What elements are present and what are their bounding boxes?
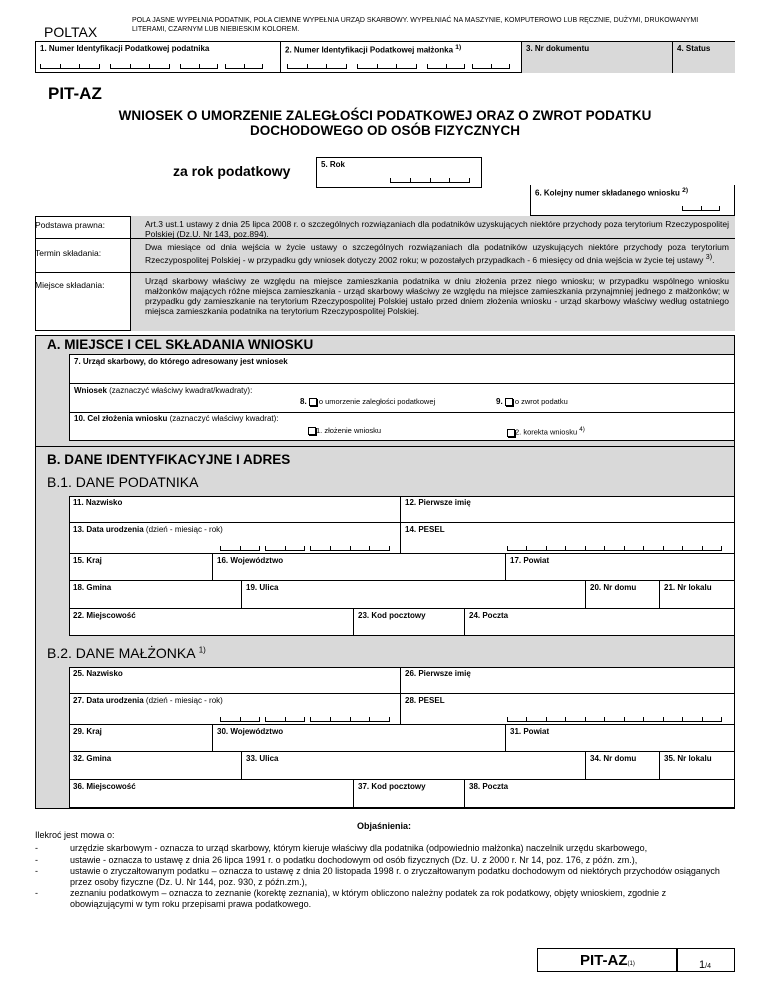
section-b-title: B. DANE IDENTYFIKACYJNE I ADRES <box>47 452 291 467</box>
note-item: - ustawie - oznacza to ustawę z dnia 26 lipca 1991 r. o podatku dochodowym od osób fizycznych (Dz. U. z 2000 r. Nr 14, poz. 176, z późn. zm.), <box>35 854 638 865</box>
spouse-post-office-field[interactable]: 38. Poczta <box>469 782 509 791</box>
document-number-field: 3. Nr dokumentu <box>522 42 673 73</box>
voivodeship-field[interactable]: 16. Województwo <box>213 554 506 581</box>
form-code: PIT-AZ <box>48 84 102 103</box>
page-total: /4 <box>705 963 711 970</box>
nip-spouse-ticks <box>472 64 510 69</box>
section-b2-title: B.2. DANE MAŁŻONKA $^{1)}$ <box>47 645 206 661</box>
spouse-commune-field[interactable]: 32. Gmina <box>69 752 242 780</box>
country-field[interactable]: 15. Kraj <box>69 554 213 581</box>
tax-office-field[interactable]: 7. Urząd skarbowy, do którego adresowany jest wniosek <box>69 354 735 384</box>
application-number-ticks <box>682 206 720 211</box>
place-label: Miejsce składania: <box>35 280 105 290</box>
legal-basis-row <box>35 218 735 238</box>
nip-spouse-ticks <box>287 64 347 69</box>
fill-instructions: POLA JASNE WYPEŁNIA PODATNIK, POLA CIEMNE WYPEŁNIA URZĄD SKARBOWY. WYPEŁNIAĆ NA MASZYNIE, KOMPUTEROWO LUB RĘCZNIE, DUŻYMI, DRUKOWANYMI LITERAMI, CZARNYM LUB NIEBIESKIM KOLOREM. <box>132 17 699 33</box>
notes-intro: Ilekroć jest mowa o: <box>35 830 115 840</box>
nip-taxpayer-ticks <box>110 64 170 69</box>
deadline-row <box>35 241 735 271</box>
note-item: - zeznaniu podatkowym – oznacza to zeznanie (korektę zeznania), w którym obliczono należny podatek za rok podatkowy, objęty wnioskiem, zgodnie z obowiązującymi w tym roku przepisami prawa podatkowego. <box>35 888 667 909</box>
brand: POLTAX <box>44 24 98 40</box>
spouse-pesel-field[interactable]: 28. PESEL <box>401 694 735 725</box>
section-a-title: A. MIEJSCE I CEL SKŁADANIA WNIOSKU <box>47 337 314 352</box>
legal-basis-label: Podstawa prawna: <box>35 220 105 230</box>
tax-year-label: za rok podatkowy <box>173 163 291 179</box>
note-item: - urzędzie skarbowym - oznacza to urząd skarbowy, którym kieruje właściwy dla podatnika (odpowiednio małżonka) naczelnik urzędu skarbowego, <box>35 843 648 853</box>
refund-checkbox[interactable] <box>505 398 513 406</box>
spouse-county-field[interactable]: 31. Powiat <box>506 725 735 752</box>
nip-taxpayer-ticks <box>180 64 218 69</box>
birth-date-ticks <box>310 546 390 551</box>
application-number-field[interactable]: 6. Kolejny numer składanego wniosku $^{2)}$ <box>530 185 735 216</box>
city-field[interactable]: 22. Miejscowość <box>69 609 354 636</box>
surname-field[interactable]: 11. Nazwisko <box>69 496 401 523</box>
pesel-field[interactable]: 14. PESEL <box>401 523 735 554</box>
option-9: 9. o zwrot podatku <box>496 397 568 406</box>
nip-spouse-ticks <box>427 64 465 69</box>
place-row <box>35 275 735 331</box>
footer-form-version: (1) <box>627 961 635 967</box>
spouse-house-number-field[interactable]: 34. Nr domu <box>586 752 660 780</box>
option-8: 8. o umorzenie zaległości podatkowej <box>300 397 436 406</box>
note-item: - ustawie o zryczałtowanym podatku – oznacza to ustawę z dnia 20 listopada 1998 r. o zryczałtowanym podatku dochodowym od niektórych przychodów osiąganych przez osoby fizyczne (Dz. U. Nr 144, poz. 930, z późn.zm.), <box>35 866 720 887</box>
spouse-first-name-field[interactable]: 26. Pierwsze imię <box>401 667 735 694</box>
tax-year-ticks <box>390 178 470 183</box>
street-field[interactable]: 19. Ulica <box>242 581 586 609</box>
form-title: WNIOSEK O UMORZENIE ZALEGŁOŚCI PODATKOWEJ ORAZ O ZWROT PODATKU DOCHODOWEGO OD OSÓB FIZYCZNYCH <box>118 108 652 138</box>
notes-list <box>35 843 725 909</box>
page-number-box <box>677 948 735 972</box>
commune-field[interactable]: 18. Gmina <box>69 581 242 609</box>
house-number-field[interactable]: 20. Nr domu <box>586 581 660 609</box>
spouse-country-field[interactable]: 29. Kraj <box>69 725 213 752</box>
post-office-field[interactable]: 24. Poczta <box>469 611 509 620</box>
nip-spouse-ticks <box>357 64 417 69</box>
postal-code-field[interactable]: 23. Kod pocztowy <box>354 609 465 636</box>
spouse-street-field[interactable]: 33. Ulica <box>242 752 586 780</box>
spouse-pesel-ticks <box>507 717 722 722</box>
deadline-label: Termin składania: <box>35 248 102 258</box>
footer-form-code: PIT-AZ <box>580 952 628 969</box>
deadline-text: Dwa miesiące od dnia wejścia w życie ustawy o szczególnych rozwiązaniach dla podatników uzyskujących niektóre przychody poza terytorium Rzeczypospolitej Polskiej - w przypadku gdy wniosek dotyczy 2002 roku; w pozostałych przypadkach - 6 miesięcy od dnia wejścia w życie tej ustawy $^{3)}$. <box>145 242 729 265</box>
notes-title: Objaśnienia: <box>356 821 411 831</box>
birth-date-ticks <box>265 546 305 551</box>
tax-year-field[interactable]: 5. Rok <box>316 157 482 188</box>
legal-basis-text: Art.3 ust.1 ustawy z dnia 25 lipca 2008 r. o szczególnych rozwiązaniach dla podatników uzyskujących niektóre przychody poza terytorium Rzeczypospolitej Polskiej (Dz.U. Nr 143, poz.894). <box>145 219 729 239</box>
section-b1-title: B.1. DANE PODATNIKA <box>47 474 199 490</box>
birth-date-ticks <box>220 546 260 551</box>
correction-checkbox[interactable] <box>507 429 515 437</box>
footer-code-box <box>537 948 677 972</box>
spouse-city-field[interactable]: 36. Miejscowość <box>69 780 354 808</box>
purpose-field: 10. Cel złożenia wniosku (zaznaczyć właściwy kwadrat): 1. złożenie wniosku 2. korekta wniosku $^{4)}$ <box>69 413 735 441</box>
pesel-ticks <box>507 546 722 551</box>
county-field[interactable]: 17. Powiat <box>506 554 735 581</box>
nip-spouse-field[interactable]: 2. Numer Identyfikacji Podatkowej małżonka $^{1)}$ <box>281 42 522 73</box>
option-10-1: 1. złożenie wniosku <box>308 426 381 435</box>
spouse-birth-date-ticks <box>220 717 260 722</box>
spouse-postal-code-field[interactable]: 37. Kod pocztowy <box>354 780 465 808</box>
submission-checkbox[interactable] <box>308 427 316 435</box>
nip-taxpayer-ticks <box>40 64 100 69</box>
page-number: 1 <box>699 959 706 971</box>
status-field: 4. Status <box>673 42 735 73</box>
option-10-2: 2. korekta wniosku $^{4)}$ <box>507 426 585 437</box>
remission-checkbox[interactable] <box>309 398 317 406</box>
nip-taxpayer-ticks <box>225 64 263 69</box>
spouse-birth-date-ticks <box>310 717 390 722</box>
apartment-number-field[interactable]: 21. Nr lokalu <box>660 581 735 609</box>
birth-date-field[interactable]: 13. Data urodzenia (dzień - miesiąc - rok) <box>69 523 401 554</box>
spouse-voivodeship-field[interactable]: 30. Województwo <box>213 725 506 752</box>
spouse-surname-field[interactable]: 25. Nazwisko <box>69 667 401 694</box>
spouse-birth-date-field[interactable]: 27. Data urodzenia (dzień - miesiąc - rok) <box>69 694 401 725</box>
nip-taxpayer-field[interactable]: 1. Numer Identyfikacji Podatkowej podatnika <box>36 42 281 73</box>
place-text: Urząd skarbowy właściwy ze względu na miejsce zamieszkania podatnika w dniu złożenia przez niego wniosku; w przypadku wspólnego wniosku małżonków mających różne miejsca zamieszkania - urząd skarbowy właściwy ze względu na miejsce zamieszkania przynajmniej jednego z małżonków; w przypadku gdy zamieszkanie na terytorium Rzeczypospolitej Polskiej ustało przed dniem złożenia wniosku - urząd skarbowy właściwy według ostatniego miejsca zamieszkania podatnika na terytorium Rzeczypospolitej Polskiej. <box>145 276 729 316</box>
spouse-birth-date-ticks <box>265 717 305 722</box>
spouse-apartment-number-field[interactable]: 35. Nr lokalu <box>660 752 735 780</box>
request-type-field: Wniosek (zaznaczyć właściwy kwadrat/kwadraty): 8. o umorzenie zaległości podatkowej 9. o zwrot podatku <box>69 384 735 413</box>
first-name-field[interactable]: 12. Pierwsze imię <box>401 496 735 523</box>
